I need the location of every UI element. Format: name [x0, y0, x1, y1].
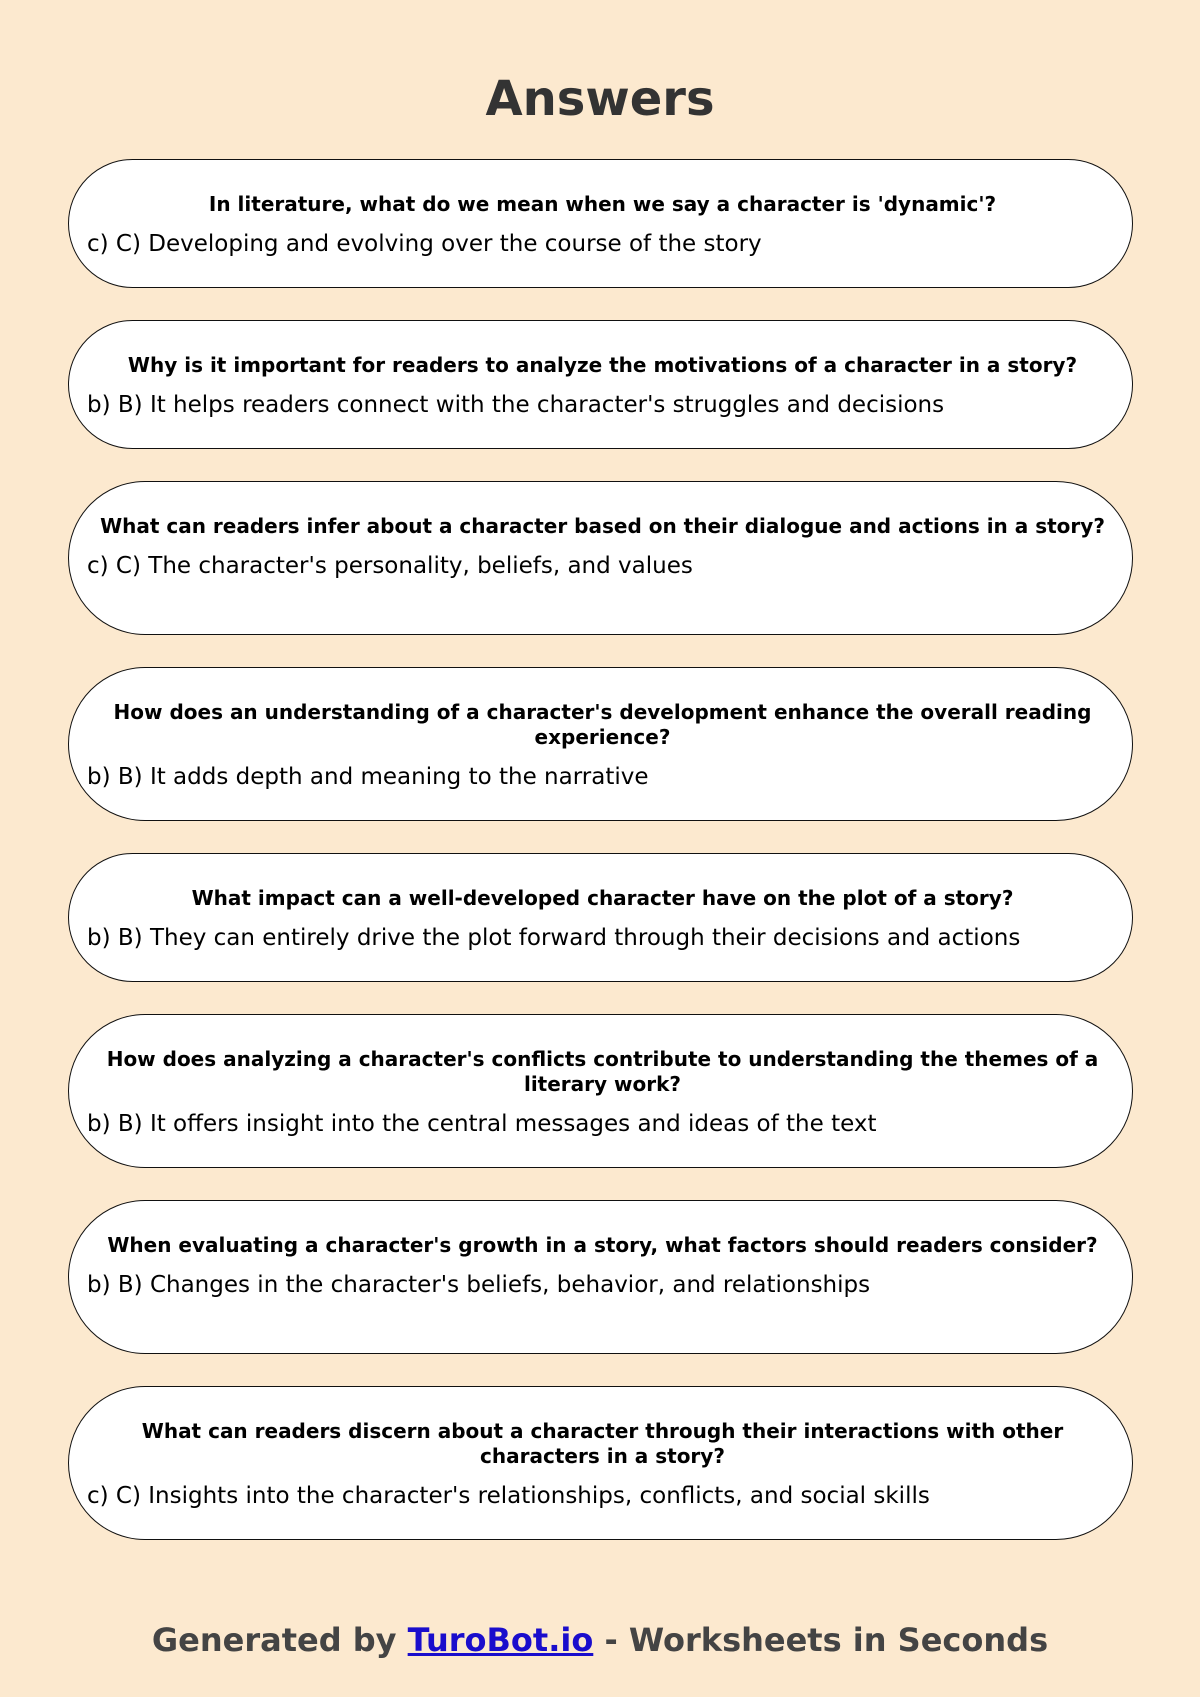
question-text: What can readers infer about a character based on their dialogue and actions in a story? [100, 514, 1105, 538]
answer-card [68, 853, 1133, 982]
answer-card [68, 1014, 1133, 1168]
answer-card [68, 1386, 1133, 1540]
answer-text: c) C) The character's personality, beliefs, and values [87, 553, 693, 579]
answer-card [68, 667, 1133, 821]
question-text: Why is it important for readers to analyze the motivations of a character in a story? [127, 353, 1078, 377]
answers-list [68, 159, 1133, 1572]
question-text: How does analyzing a character's conflicts contribute to understanding the themes of a literary work? [106, 1047, 1099, 1096]
footer [0, 1618, 1200, 1662]
answer-card [68, 481, 1133, 635]
answer-text: b) B) It helps readers connect with the character's struggles and decisions [87, 392, 945, 418]
answer-card [68, 159, 1133, 288]
footer-prefix: Generated by [151, 1621, 408, 1659]
turobot-link[interactable]: TuroBot.io [407, 1621, 594, 1659]
answer-text: b) B) Changes in the character's beliefs, behavior, and relationships [87, 1272, 871, 1298]
question-text: What can readers discern about a character through their interactions with other characters in a story? [141, 1419, 1064, 1468]
answer-text: b) B) It offers insight into the central messages and ideas of the text [87, 1111, 877, 1137]
footer-suffix: - Worksheets in Seconds [593, 1621, 1049, 1659]
answer-text: c) C) Developing and evolving over the course of the story [87, 231, 762, 257]
question-text: When evaluating a character's growth in a story, what factors should readers consider? [107, 1233, 1098, 1257]
answer-text: b) B) They can entirely drive the plot forward through their decisions and actions [87, 925, 1021, 951]
question-text: In literature, what do we mean when we say a character is 'dynamic'? [208, 192, 997, 216]
answer-text: b) B) It adds depth and meaning to the narrative [87, 764, 649, 790]
page-title: Answers [485, 71, 715, 127]
answer-card [68, 1200, 1133, 1354]
answer-text: c) C) Insights into the character's relationships, conflicts, and social skills [87, 1483, 930, 1509]
answer-card [68, 320, 1133, 449]
question-text: What impact can a well-developed character have on the plot of a story? [191, 886, 1014, 910]
question-text: How does an understanding of a character's development enhance the overall reading experience? [113, 700, 1092, 749]
